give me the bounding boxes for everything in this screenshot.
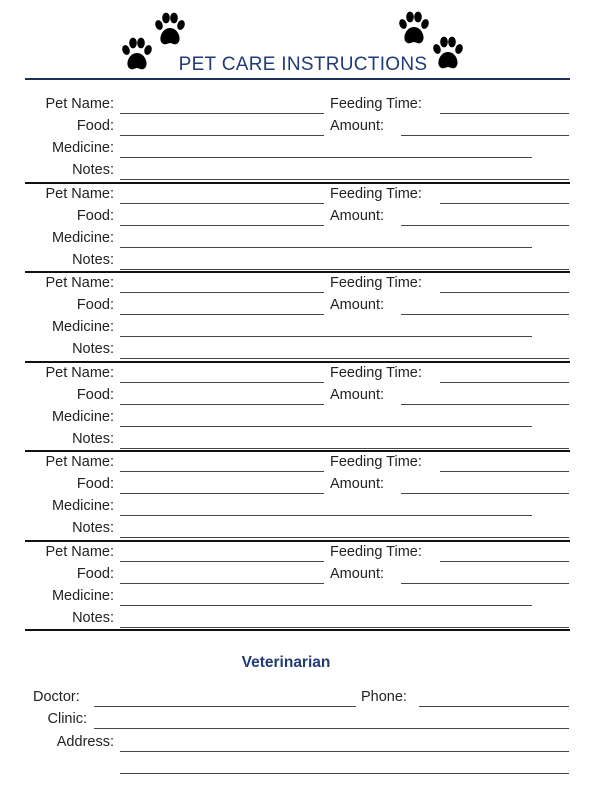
- medicine-field[interactable]: [120, 336, 532, 337]
- medicine-field[interactable]: [120, 426, 532, 427]
- veterinarian-heading: Veterinarian: [241, 654, 331, 671]
- amount-label: Amount:: [330, 297, 384, 313]
- feeding-time-field[interactable]: [440, 471, 569, 472]
- pet-entry: [0, 93, 606, 183]
- pet-entry: [0, 272, 606, 362]
- food-label: Food:: [76, 565, 114, 582]
- medicine-field[interactable]: [120, 515, 532, 516]
- food-field[interactable]: [120, 135, 324, 136]
- page-title: PET CARE INSTRUCTIONS: [178, 54, 428, 75]
- notes-field[interactable]: [120, 179, 569, 180]
- medicine-label: Medicine:: [51, 140, 114, 156]
- pet-name-label: Pet Name:: [45, 275, 114, 291]
- amount-field[interactable]: [401, 314, 569, 315]
- entry-separator: [25, 629, 570, 631]
- notes-label: Notes:: [72, 162, 114, 178]
- pet-entry: [0, 183, 606, 273]
- doctor-field[interactable]: [94, 706, 356, 707]
- pet-name-label: Pet Name:: [45, 185, 114, 202]
- paw-print-icon: [397, 11, 431, 47]
- medicine-field[interactable]: [120, 157, 532, 158]
- address-field[interactable]: [120, 751, 569, 752]
- amount-label: Amount:: [330, 476, 384, 492]
- notes-label: Notes:: [72, 341, 114, 357]
- pet-entry: [0, 541, 606, 631]
- clinic-label: Clinic:: [47, 711, 87, 727]
- pet-name-field[interactable]: [120, 292, 324, 293]
- food-label: Food:: [76, 207, 114, 224]
- amount-label: Amount:: [330, 565, 384, 582]
- food-label: Food:: [76, 386, 114, 403]
- phone-field[interactable]: [419, 706, 569, 707]
- amount-label: Amount:: [330, 207, 384, 224]
- amount-label: Amount:: [330, 118, 384, 134]
- feeding-time-field[interactable]: [440, 203, 569, 204]
- feeding-time-label: Feeding Time:: [330, 364, 422, 381]
- feeding-time-field[interactable]: [440, 113, 569, 114]
- paw-print-icon: [153, 12, 187, 48]
- notes-label: Notes:: [72, 520, 114, 536]
- food-field[interactable]: [120, 225, 324, 226]
- pet-name-label: Pet Name:: [45, 454, 114, 470]
- amount-field[interactable]: [401, 135, 569, 136]
- medicine-label: Medicine:: [51, 408, 114, 425]
- notes-label: Notes:: [72, 609, 114, 626]
- clinic-field[interactable]: [94, 728, 569, 729]
- pet-entry: [0, 451, 606, 541]
- food-field[interactable]: [120, 314, 324, 315]
- amount-field[interactable]: [401, 493, 569, 494]
- doctor-label: Doctor:: [33, 689, 80, 705]
- food-field[interactable]: [120, 493, 324, 494]
- feeding-time-label: Feeding Time:: [330, 96, 422, 112]
- notes-field[interactable]: [120, 627, 569, 628]
- pet-name-field[interactable]: [120, 203, 324, 204]
- notes-field[interactable]: [120, 448, 569, 449]
- pet-name-field[interactable]: [120, 561, 324, 562]
- feeding-time-label: Feeding Time:: [330, 454, 422, 470]
- feeding-time-field[interactable]: [440, 292, 569, 293]
- notes-label: Notes:: [72, 430, 114, 447]
- amount-field[interactable]: [401, 583, 569, 584]
- pet-name-label: Pet Name:: [45, 543, 114, 560]
- pet-entry: [0, 362, 606, 452]
- header-rule: [25, 78, 570, 80]
- pet-name-label: Pet Name:: [45, 364, 114, 381]
- notes-field[interactable]: [120, 537, 569, 538]
- feeding-time-label: Feeding Time:: [330, 543, 422, 560]
- food-label: Food:: [76, 297, 114, 313]
- food-field[interactable]: [120, 583, 324, 584]
- food-field[interactable]: [120, 404, 324, 405]
- food-label: Food:: [76, 118, 114, 134]
- address-field-line-2[interactable]: [120, 773, 569, 774]
- phone-label: Phone:: [361, 689, 407, 705]
- notes-field[interactable]: [120, 358, 569, 359]
- feeding-time-field[interactable]: [440, 561, 569, 562]
- feeding-time-label: Feeding Time:: [330, 185, 422, 202]
- medicine-label: Medicine:: [51, 319, 114, 335]
- notes-label: Notes:: [72, 251, 114, 268]
- medicine-field[interactable]: [120, 605, 532, 606]
- feeding-time-label: Feeding Time:: [330, 275, 422, 291]
- medicine-label: Medicine:: [51, 498, 114, 514]
- amount-field[interactable]: [401, 225, 569, 226]
- food-label: Food:: [76, 476, 114, 492]
- medicine-field[interactable]: [120, 247, 532, 248]
- pet-name-field[interactable]: [120, 471, 324, 472]
- medicine-label: Medicine:: [51, 587, 114, 604]
- medicine-label: Medicine:: [51, 229, 114, 246]
- pet-name-field[interactable]: [120, 113, 324, 114]
- amount-field[interactable]: [401, 404, 569, 405]
- address-label: Address:: [56, 734, 114, 750]
- pet-name-field[interactable]: [120, 382, 324, 383]
- feeding-time-field[interactable]: [440, 382, 569, 383]
- notes-field[interactable]: [120, 269, 569, 270]
- amount-label: Amount:: [330, 386, 384, 403]
- pet-name-label: Pet Name:: [45, 96, 114, 112]
